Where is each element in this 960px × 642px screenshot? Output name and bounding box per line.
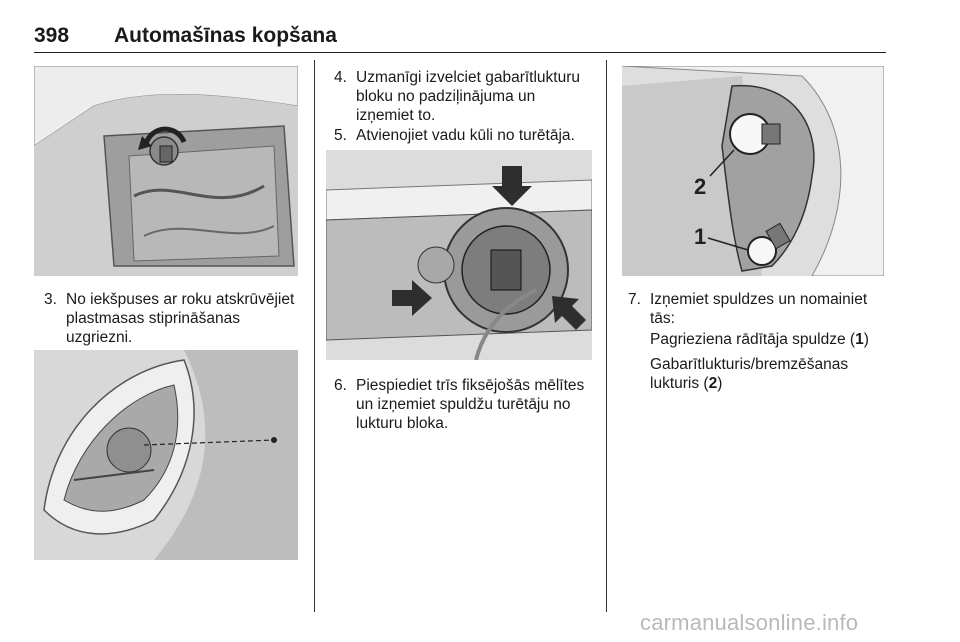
step-number: 3. — [44, 291, 57, 308]
step-6 — [334, 376, 594, 433]
step-7 — [628, 290, 888, 328]
bulb-indicator-text: Pagrieziena rādītāja spuldze ( — [650, 331, 856, 348]
bulb-tail-close: ) — [717, 375, 723, 392]
column-divider-left — [314, 60, 315, 612]
column-divider-right — [606, 60, 607, 612]
step-text: Uzmanīgi izvelciet gabarītlukturu bloku no padziļinājuma un izņemiet to. — [356, 69, 580, 124]
step-number: 5. — [334, 127, 347, 144]
bulbs-illustration — [622, 66, 884, 276]
bulb-tail-text: Gabarītlukturis/bremzēšanas lukturis ( — [650, 356, 849, 392]
step-text: Atvienojiet vadu kūli no turētāja. — [356, 127, 575, 144]
step-number: 6. — [334, 377, 347, 394]
bulb-tail — [650, 355, 880, 393]
bulb-indicator-ref: 1 — [855, 331, 864, 348]
bulb-indicator — [650, 330, 890, 349]
step-number: 4. — [334, 69, 347, 86]
page-title: Automašīnas kopšana — [114, 24, 337, 47]
page-number: 398 — [34, 24, 70, 47]
figure-tail-light-recess — [34, 66, 298, 276]
figure-bulbs — [622, 66, 884, 276]
step-4 — [334, 68, 594, 125]
step-text: Piespiediet trīs fiksējošās mēlītes un izņemiet spuldžu turētāju no lukturu bloka. — [356, 377, 585, 432]
tail-light-unit-illustration — [34, 350, 298, 560]
figure-tail-light-unit — [34, 350, 298, 560]
tail-light-recess-illustration — [34, 66, 298, 276]
step-5 — [334, 126, 594, 145]
step-text: No iekšpuses ar roku atskrūvējiet plastmasas stiprināšanas uzgriezni. — [66, 291, 295, 346]
step-text: Izņemiet spuldzes un nomainiet tās: — [650, 291, 868, 327]
bulb-indicator-close: ) — [863, 331, 869, 348]
step-number: 7. — [628, 291, 641, 308]
step-3 — [44, 290, 304, 347]
footer-watermark: carmanualsonline.info — [640, 610, 859, 635]
bulb-holder-tabs-illustration — [326, 150, 592, 360]
callout-1: 1 — [694, 224, 707, 249]
page-header — [34, 16, 886, 53]
callout-2: 2 — [694, 174, 707, 199]
figure-bulb-holder-tabs — [326, 150, 592, 360]
bulb-tail-ref: 2 — [708, 375, 718, 392]
